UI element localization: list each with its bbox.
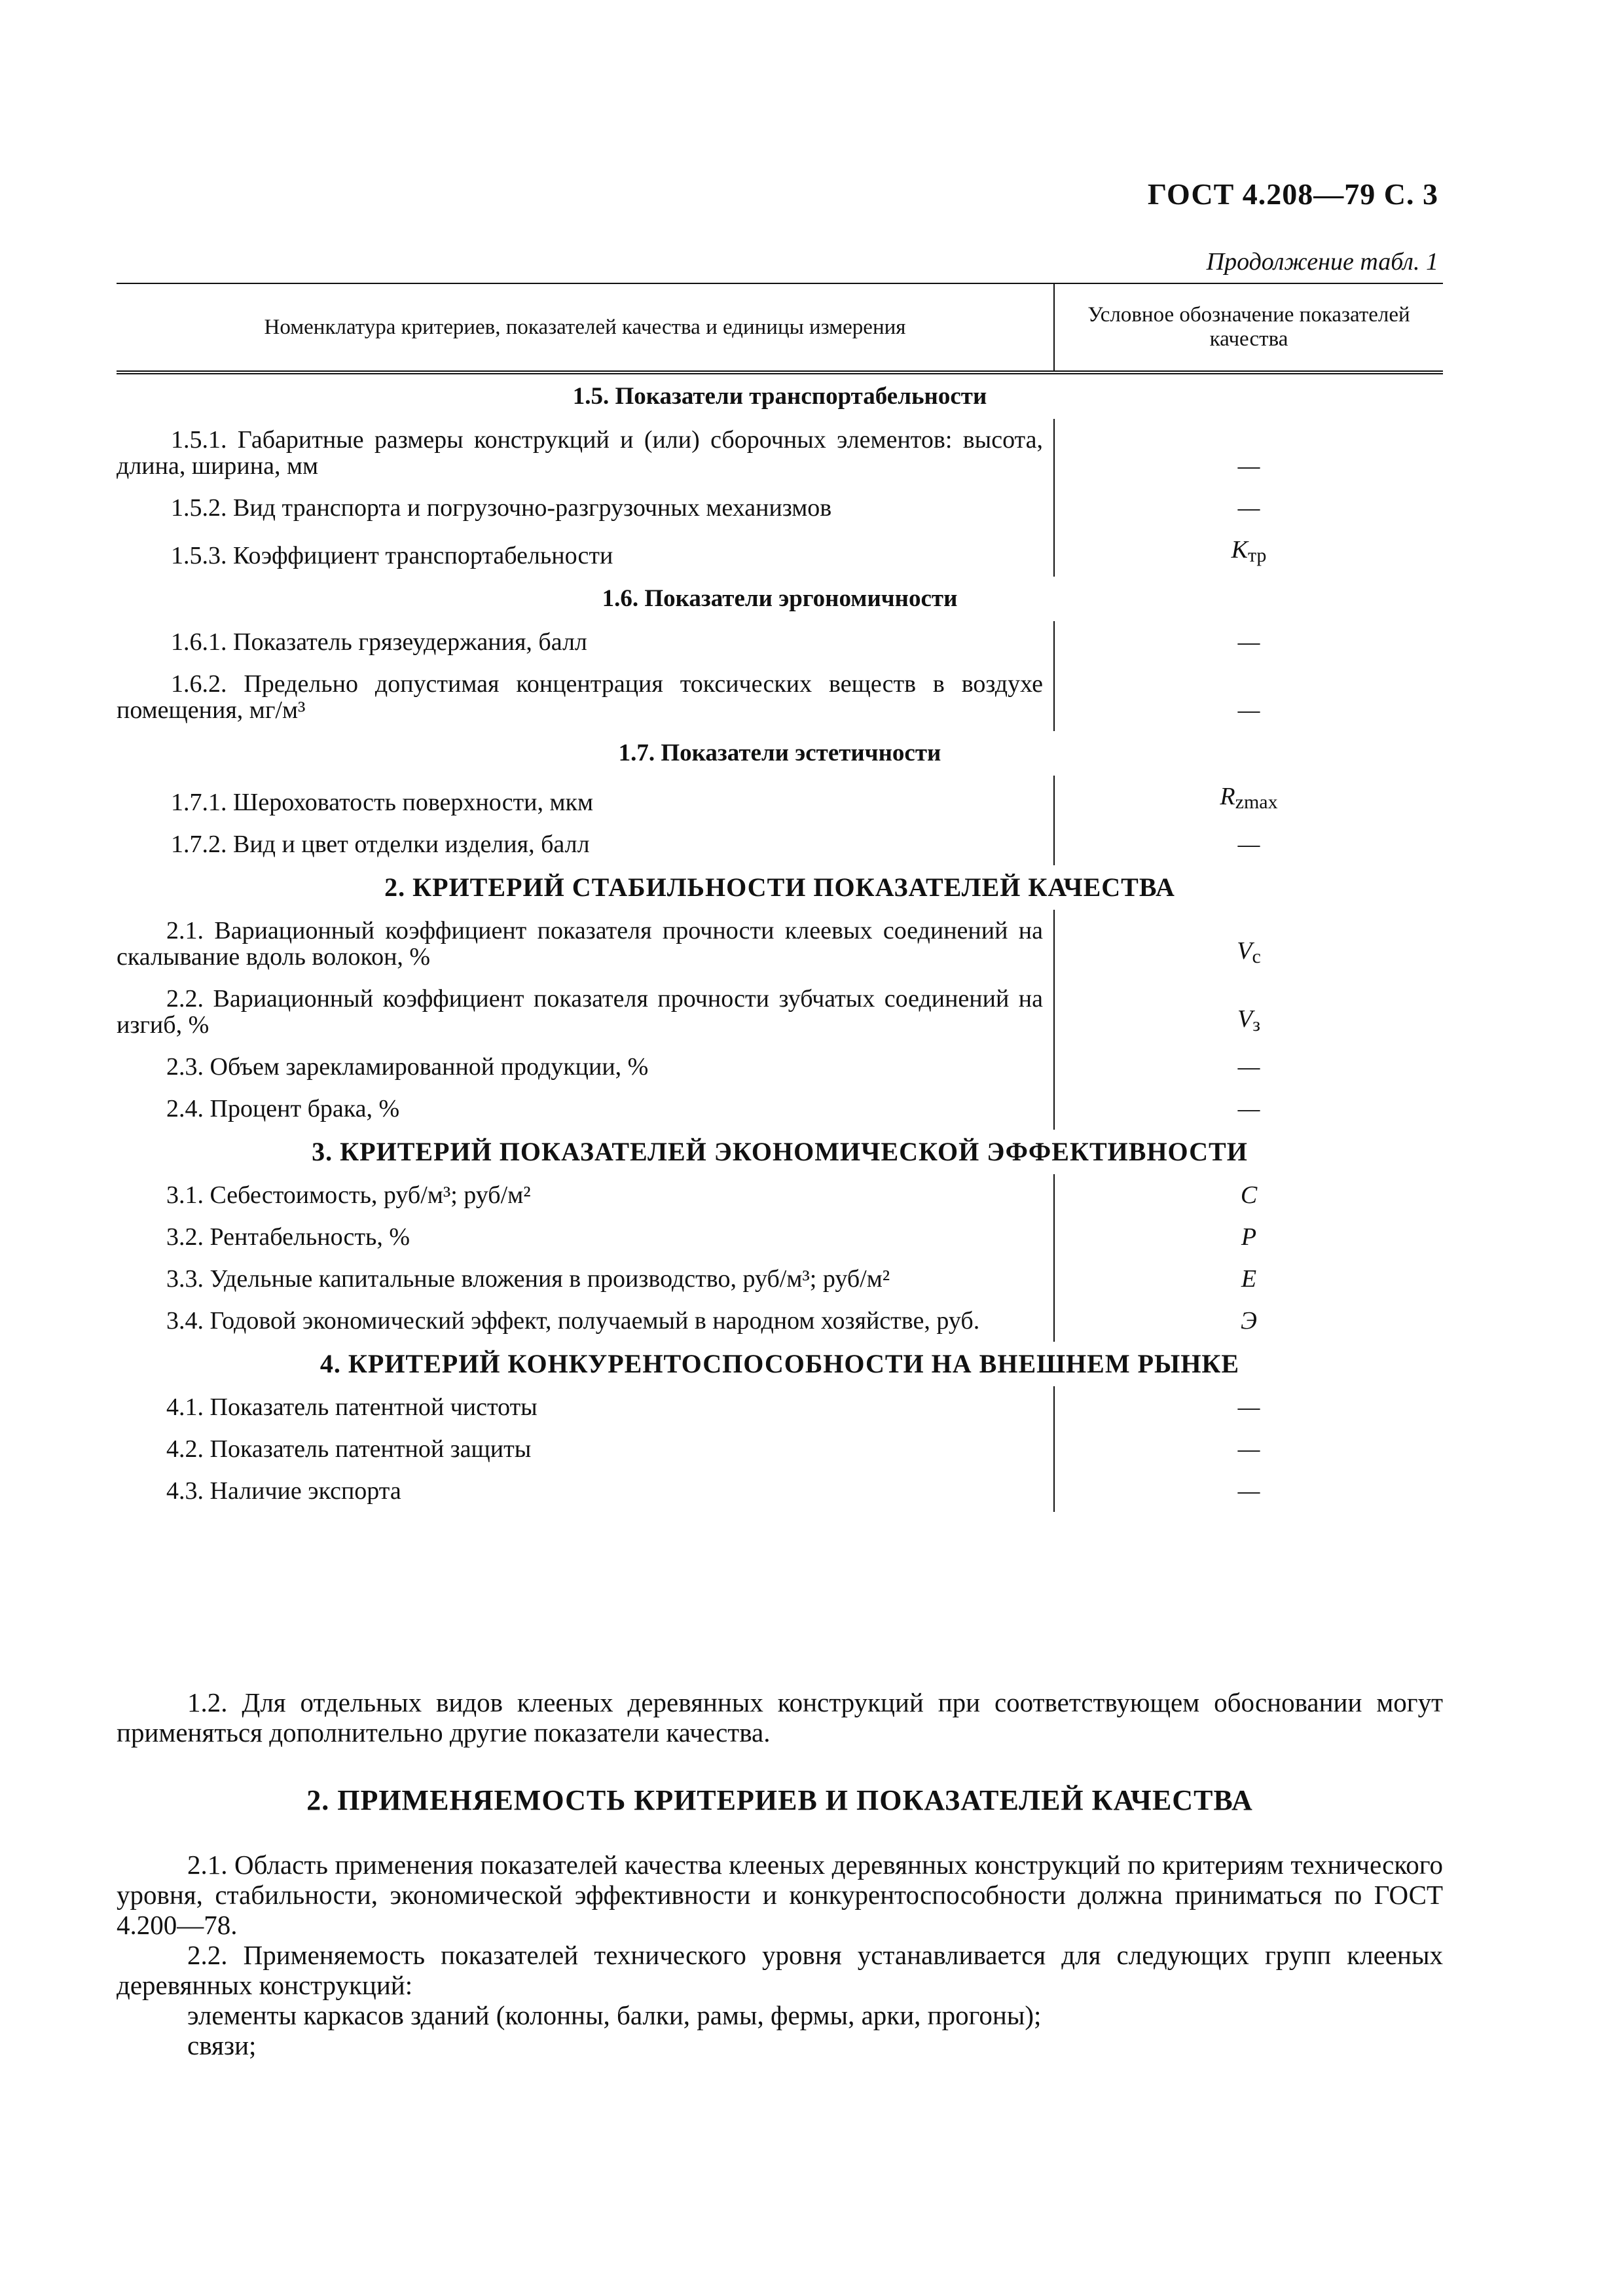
symbol-cell: Rzmax — [1054, 776, 1443, 823]
symbol-cell: — — [1054, 1428, 1443, 1470]
symbol-cell: C — [1054, 1174, 1443, 1216]
table-section-heading: 2. КРИТЕРИЙ СТАБИЛЬНОСТИ ПОКАЗАТЕЛЕЙ КАЧЕСТВА — [384, 872, 1175, 902]
criterion-text: 1.7.1. Шероховатость поверхности, мкм — [171, 789, 594, 816]
criterion-cell — [117, 1046, 1054, 1088]
section-2-body — [117, 1850, 1443, 2060]
list-item-bracing: связи; — [187, 2030, 257, 2060]
criterion-cell — [117, 1174, 1054, 1216]
quality-indicators-table — [117, 283, 1443, 1512]
criterion-text: 2.2. Вариационный коэффициент показателя прочности зубчатых соединений на изгиб, % — [117, 985, 1043, 1039]
criterion-cell — [117, 487, 1054, 529]
criterion-cell — [117, 1216, 1054, 1258]
table-row — [117, 419, 1443, 487]
symbol-cell: — — [1054, 1088, 1443, 1130]
criterion-cell — [117, 1386, 1054, 1428]
symbol-cell: Vз — [1054, 978, 1443, 1046]
symbol-cell: — — [1054, 1386, 1443, 1428]
criterion-text: 1.5.3. Коэффициент транспортабельности — [171, 542, 613, 569]
table-row — [117, 487, 1443, 529]
section-2-heading: 2. ПРИМЕНЯЕМОСТЬ КРИТЕРИЕВ И ПОКАЗАТЕЛЕЙ КАЧЕСТВА — [306, 1784, 1253, 1816]
symbol-cell: — — [1054, 621, 1443, 663]
criterion-text: 2.4. Процент брака, % — [166, 1095, 400, 1122]
criterion-text: 4.1. Показатель патентной чистоты — [166, 1393, 538, 1421]
criterion-cell — [117, 978, 1054, 1046]
table-row — [117, 1216, 1443, 1258]
paragraph-2-2: 2.2. Применяемость показателей технического уровня устанавливается для следующих групп клееных деревянных конструкций: — [117, 1940, 1443, 2000]
page-header-title: ГОСТ 4.208—79 С. 3 — [1147, 177, 1438, 211]
criterion-cell — [117, 1258, 1054, 1300]
criterion-cell — [117, 1470, 1054, 1512]
table-section-row — [117, 372, 1443, 419]
list-item-frame-elements: элементы каркасов зданий (колонны, балки, рамы, фермы, арки, прогоны); — [187, 2000, 1042, 2030]
table-row — [117, 910, 1443, 978]
column-header-symbol: Условное обозначение показателей качества — [1054, 283, 1443, 372]
criterion-text: 2.1. Вариационный коэффициент показателя прочности клеевых соединений на скалывание вдоль волокон, % — [117, 917, 1043, 971]
table-section-row — [117, 731, 1443, 776]
table-section-row — [117, 577, 1443, 621]
symbol-cell: Kтр — [1054, 529, 1443, 577]
table-section-heading: 3. КРИТЕРИЙ ПОКАЗАТЕЛЕЙ ЭКОНОМИЧЕСКОЙ ЭФФЕКТИВНОСТИ — [312, 1137, 1248, 1166]
criterion-cell — [117, 910, 1054, 978]
symbol-cell: — — [1054, 823, 1443, 865]
table-row — [117, 1386, 1443, 1428]
table-row — [117, 1428, 1443, 1470]
criterion-cell — [117, 621, 1054, 663]
criterion-text: 1.6.1. Показатель грязеудержания, балл — [171, 628, 587, 656]
table-row — [117, 1046, 1443, 1088]
paragraph-1-2 — [117, 1687, 1443, 1748]
criterion-text: 2.3. Объем зарекламированной продукции, % — [166, 1053, 649, 1081]
criterion-text: 1.6.2. Предельно допустимая концентрация токсических веществ в воздухе помещения, мг/м³ — [117, 670, 1043, 724]
table-row — [117, 1470, 1443, 1512]
symbol-cell: — — [1054, 419, 1443, 487]
symbol-cell: — — [1054, 663, 1443, 731]
table-section-heading: 1.7. Показатели эстетичности — [618, 740, 941, 766]
criterion-cell — [117, 776, 1054, 823]
criterion-cell — [117, 419, 1054, 487]
criterion-text: 4.2. Показатель патентной защиты — [166, 1435, 532, 1463]
symbol-cell: — — [1054, 487, 1443, 529]
table-section-row — [117, 1342, 1443, 1386]
table-row — [117, 1300, 1443, 1342]
paragraph-1-2-text: 1.2. Для отдельных видов клееных деревянных конструкций при соответствующем обосновании могут применяться дополнительно другие показатели качества. — [117, 1687, 1443, 1748]
symbol-cell: — — [1054, 1046, 1443, 1088]
table-row — [117, 621, 1443, 663]
symbol-cell: — — [1054, 1470, 1443, 1512]
criterion-text: 3.3. Удельные капитальные вложения в производство, руб/м³; руб/м² — [166, 1265, 890, 1293]
table-section-heading: 4. КРИТЕРИЙ КОНКУРЕНТОСПОСОБНОСТИ НА ВНЕШНЕМ РЫНКЕ — [319, 1349, 1240, 1378]
table-row — [117, 1088, 1443, 1130]
symbol-cell: P — [1054, 1216, 1443, 1258]
table-section-heading: 1.6. Показатели эргономичности — [602, 585, 958, 612]
symbol-cell: Vс — [1054, 910, 1443, 978]
criterion-text: 3.1. Себестоимость, руб/м³; руб/м² — [166, 1181, 531, 1209]
column-header-criteria: Номенклатура критериев, показателей качества и единицы измерения — [117, 283, 1054, 372]
criterion-text: 1.5.1. Габаритные размеры конструкций и (или) сборочных элементов: высота, длина, ширина, мм — [117, 426, 1043, 480]
criterion-text: 3.2. Рентабельность, % — [166, 1223, 410, 1251]
table-section-row — [117, 1130, 1443, 1174]
table-row — [117, 776, 1443, 823]
criterion-text: 4.3. Наличие экспорта — [166, 1477, 401, 1505]
table-row — [117, 1174, 1443, 1216]
table-section-row — [117, 865, 1443, 910]
criterion-text: 1.7.2. Вид и цвет отделки изделия, балл — [171, 831, 590, 858]
table-section-heading: 1.5. Показатели транспортабельности — [572, 383, 987, 410]
criterion-cell — [117, 1428, 1054, 1470]
criterion-cell — [117, 1088, 1054, 1130]
criterion-text: 3.4. Годовой экономический эффект, получаемый в народном хозяйстве, руб. — [166, 1307, 980, 1335]
table-continuation-label: Продолжение табл. 1 — [1206, 248, 1438, 276]
criterion-cell — [117, 823, 1054, 865]
table-row — [117, 823, 1443, 865]
criterion-text: 1.5.2. Вид транспорта и погрузочно-разгрузочных механизмов — [171, 494, 832, 522]
criterion-cell — [117, 663, 1054, 731]
criterion-cell — [117, 1300, 1054, 1342]
table-row — [117, 529, 1443, 577]
table-row — [117, 663, 1443, 731]
table-row — [117, 978, 1443, 1046]
table-header-row — [117, 283, 1443, 372]
symbol-cell: Э — [1054, 1300, 1443, 1342]
criterion-cell — [117, 529, 1054, 577]
symbol-cell: E — [1054, 1258, 1443, 1300]
table-row — [117, 1258, 1443, 1300]
paragraph-2-1: 2.1. Область применения показателей качества клееных деревянных конструкций по критериям технического уровня, стабильности, экономической эффективности и конкурентоспособности должна приниматься по ГОСТ 4.200—78. — [117, 1850, 1443, 1940]
